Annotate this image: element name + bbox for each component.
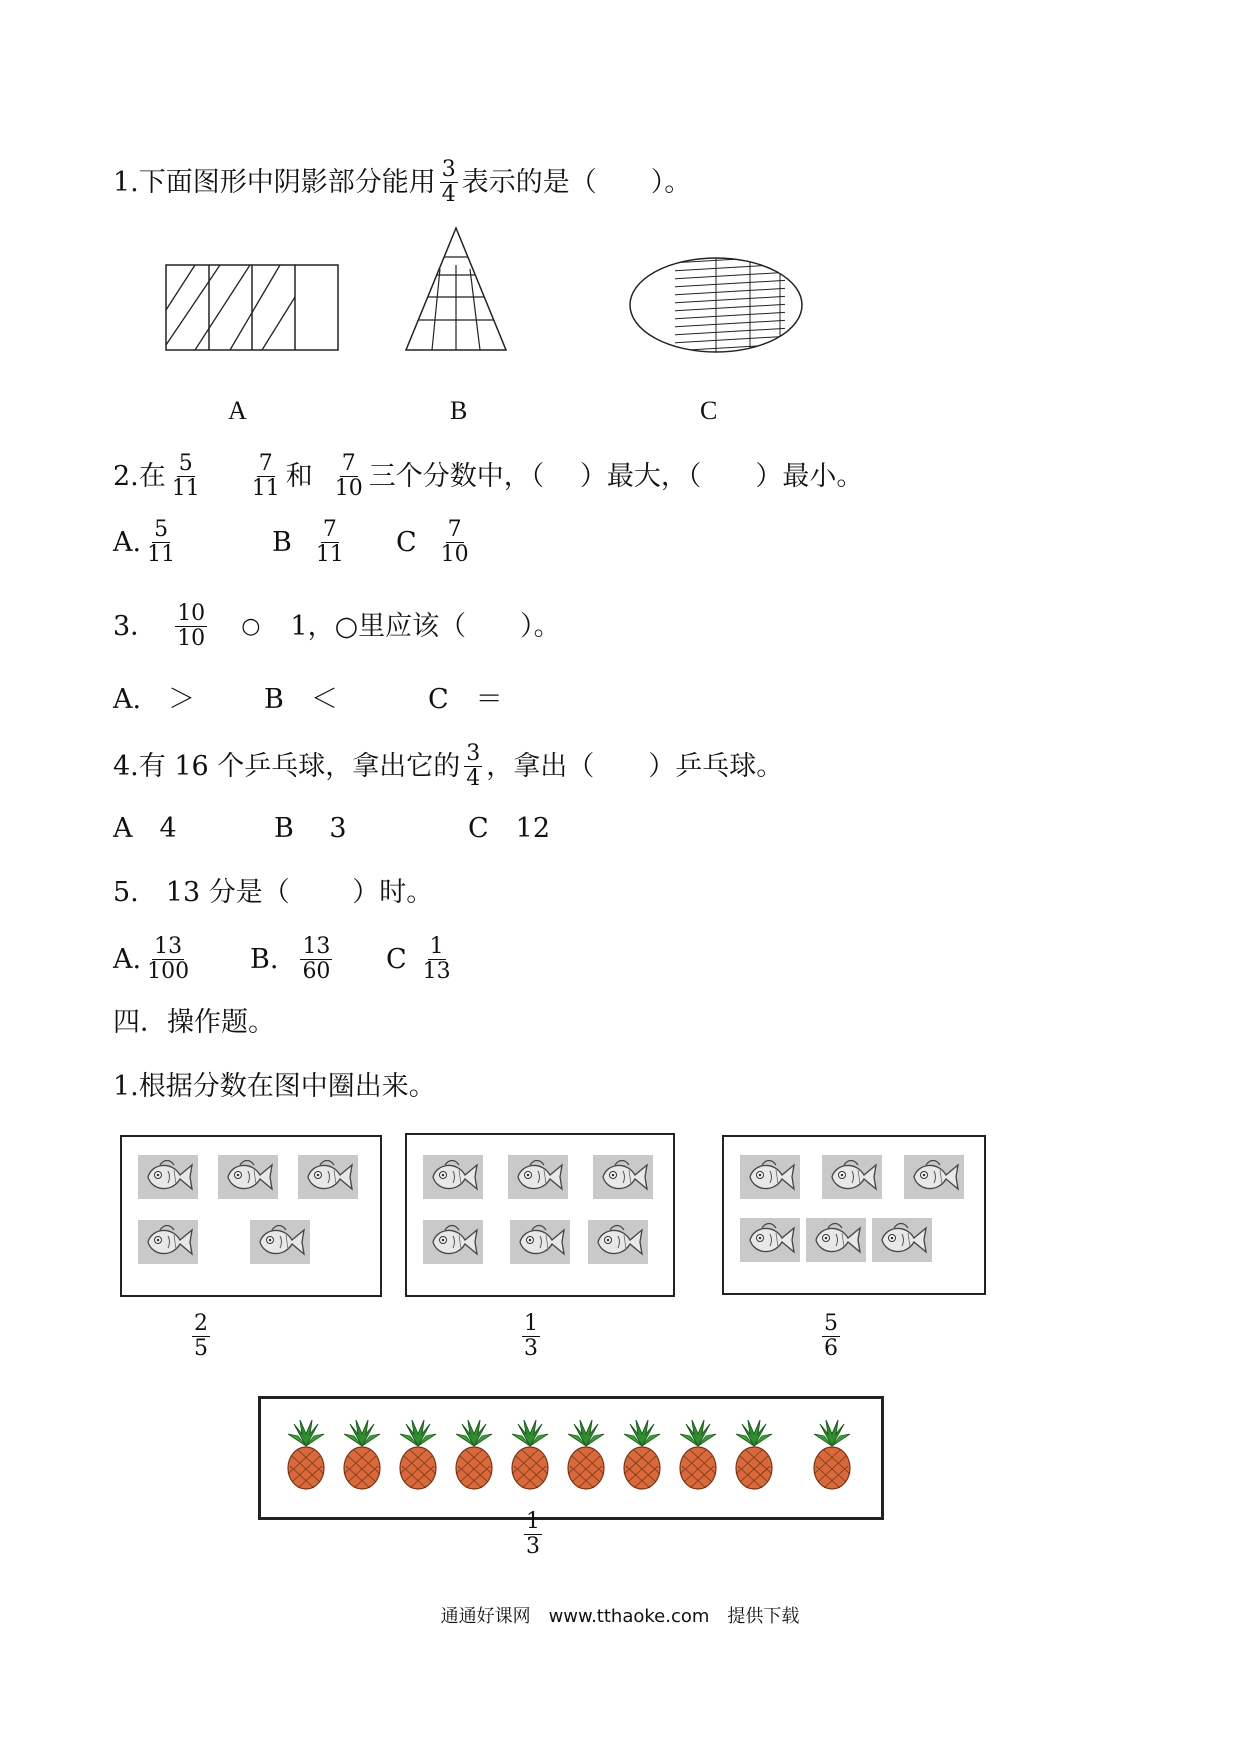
q5-option-a-num: 13 — [154, 934, 183, 959]
fish-icon — [872, 1218, 932, 1262]
q3-option-b: B ＜ — [264, 684, 338, 715]
q2-option-c — [396, 518, 475, 567]
fish-icon — [806, 1218, 866, 1262]
q5-option-a-label: A. — [113, 943, 142, 975]
fish-box-1-den: 5 — [194, 1336, 208, 1361]
fish-icon — [904, 1155, 964, 1199]
q2-option-b-den: 11 — [315, 542, 344, 567]
figure-c-ellipse — [630, 255, 810, 359]
q3-prefix: 3． — [113, 610, 158, 642]
pineapple-fraction — [520, 1510, 546, 1559]
fish-icon — [250, 1220, 310, 1264]
q2-option-a-num: 5 — [154, 517, 169, 542]
q2-option-b-num: 7 — [322, 517, 337, 542]
q4-option-a: A 4 — [113, 813, 177, 844]
pineapple-icon — [452, 1420, 496, 1490]
fish-icon — [138, 1220, 198, 1264]
q2-option-a-den: 11 — [147, 542, 176, 567]
q4-line — [113, 742, 783, 791]
fish-box-1-num: 2 — [194, 1311, 208, 1336]
fish-icon — [740, 1155, 800, 1199]
pineapple-icon — [508, 1420, 552, 1490]
fish-icon — [740, 1218, 800, 1262]
q5-option-c-num: 1 — [429, 934, 444, 959]
q2-frac-3 — [333, 452, 365, 501]
fish-icon — [510, 1220, 570, 1264]
q5-option-a — [113, 935, 195, 984]
q3-fraction — [175, 602, 207, 651]
fish-icon — [423, 1220, 483, 1264]
q1-line — [113, 158, 691, 207]
pineapple-icon — [564, 1420, 608, 1490]
q1-fraction — [440, 158, 458, 207]
q3-frac-num: 10 — [177, 601, 206, 626]
figure-a-rectangle — [166, 265, 338, 350]
q2-frac-2-num: 7 — [258, 451, 273, 476]
q5-option-b-den: 60 — [302, 959, 331, 984]
q4-frac-num: 3 — [466, 741, 481, 766]
figure-a-label: A — [228, 396, 247, 425]
section4-title: 四．操作题。 — [113, 1007, 275, 1038]
q5-option-a-den: 100 — [147, 959, 190, 984]
q4-option-b: B 3 — [274, 813, 347, 844]
fish-box-3-num: 5 — [824, 1311, 838, 1336]
q2-frac-3-num: 7 — [341, 451, 356, 476]
pineapple-icon — [810, 1420, 854, 1490]
fish-box-1-fraction — [188, 1312, 214, 1361]
fish-box-2-num: 1 — [524, 1311, 538, 1336]
q4-fraction — [464, 742, 482, 791]
q2-option-b-label: B — [272, 526, 292, 558]
q4-option-c: C 12 — [468, 813, 551, 844]
fish-icon — [588, 1220, 648, 1264]
q5-option-b-label: B. — [250, 943, 279, 975]
q2-and: 和 — [285, 460, 313, 492]
fish-box-3-fraction — [818, 1312, 844, 1361]
pineapple-frac-num: 1 — [526, 1509, 540, 1534]
q2-frac-1 — [170, 452, 202, 501]
q5-option-c — [386, 935, 457, 984]
q3-frac-den: 10 — [177, 626, 206, 651]
q3-option-a: A. ＞ — [113, 684, 196, 715]
q2-option-c-den: 10 — [440, 542, 469, 567]
fish-box-2-den: 3 — [524, 1336, 538, 1361]
fish-icon — [423, 1155, 483, 1199]
pineapple-frac-den: 3 — [526, 1534, 540, 1559]
figure-c-label: C — [700, 396, 718, 425]
q4-suffix: ，拿出（ ）乒乓球。 — [486, 750, 784, 782]
q2-option-c-label: C — [396, 526, 417, 558]
q5-option-b — [250, 935, 336, 984]
q2-frac-2-den: 11 — [251, 476, 280, 501]
q3-option-c: C ＝ — [428, 684, 503, 715]
q2-option-a — [113, 518, 181, 567]
fish-icon — [138, 1155, 198, 1199]
fish-box-2-fraction — [518, 1312, 544, 1361]
q4-frac-den: 4 — [466, 766, 481, 791]
q3-circle: ○ — [241, 613, 261, 639]
q5-line: 5. 13 分是（ ）时。 — [113, 877, 434, 908]
fish-icon — [593, 1155, 653, 1199]
q2-prefix: 2.在 — [113, 460, 166, 492]
q1-suffix: 表示的是（ ）。 — [461, 166, 692, 198]
pineapple-icon — [732, 1420, 776, 1490]
q5-option-c-label: C — [386, 943, 407, 975]
q2-suffix: 三个分数中，（ ）最大，（ ）最小。 — [368, 460, 864, 492]
q3-line — [113, 602, 561, 651]
fish-icon — [218, 1155, 278, 1199]
q2-option-a-label: A. — [113, 526, 142, 558]
q1-prefix: 1.下面图形中阴影部分能用 — [113, 166, 436, 198]
q2-frac-2 — [250, 452, 282, 501]
fish-box-3-den: 6 — [824, 1336, 838, 1361]
figure-b-label: B — [450, 396, 468, 425]
fish-icon — [508, 1155, 568, 1199]
footer-credit: 通通好课网 www.tthaoke.com 提供下载 — [440, 1606, 800, 1627]
q2-line — [113, 452, 863, 501]
q2-frac-3-den: 10 — [334, 476, 363, 501]
q5-option-c-den: 13 — [422, 959, 451, 984]
q2-option-c-num: 7 — [447, 517, 462, 542]
q1-frac-num: 3 — [441, 157, 456, 182]
q2-frac-1-den: 11 — [171, 476, 200, 501]
q2-option-b — [272, 518, 350, 567]
fish-icon — [298, 1155, 358, 1199]
q5-option-b-num: 13 — [302, 934, 331, 959]
section4-q1: 1.根据分数在图中圈出来。 — [113, 1071, 436, 1102]
figure-b-triangle — [406, 228, 506, 350]
fish-icon — [822, 1155, 882, 1199]
pineapple-icon — [620, 1420, 664, 1490]
pineapple-icon — [676, 1420, 720, 1490]
q3-suffix: 1，○里应该（ ）。 — [290, 610, 561, 642]
q2-frac-1-num: 5 — [178, 451, 193, 476]
pineapple-icon — [340, 1420, 384, 1490]
q4-prefix: 4.有 16 个乒乓球，拿出它的 — [113, 750, 461, 782]
q1-figures — [150, 225, 850, 360]
pineapple-icon — [396, 1420, 440, 1490]
q1-frac-den: 4 — [441, 182, 456, 207]
pineapple-icon — [284, 1420, 328, 1490]
